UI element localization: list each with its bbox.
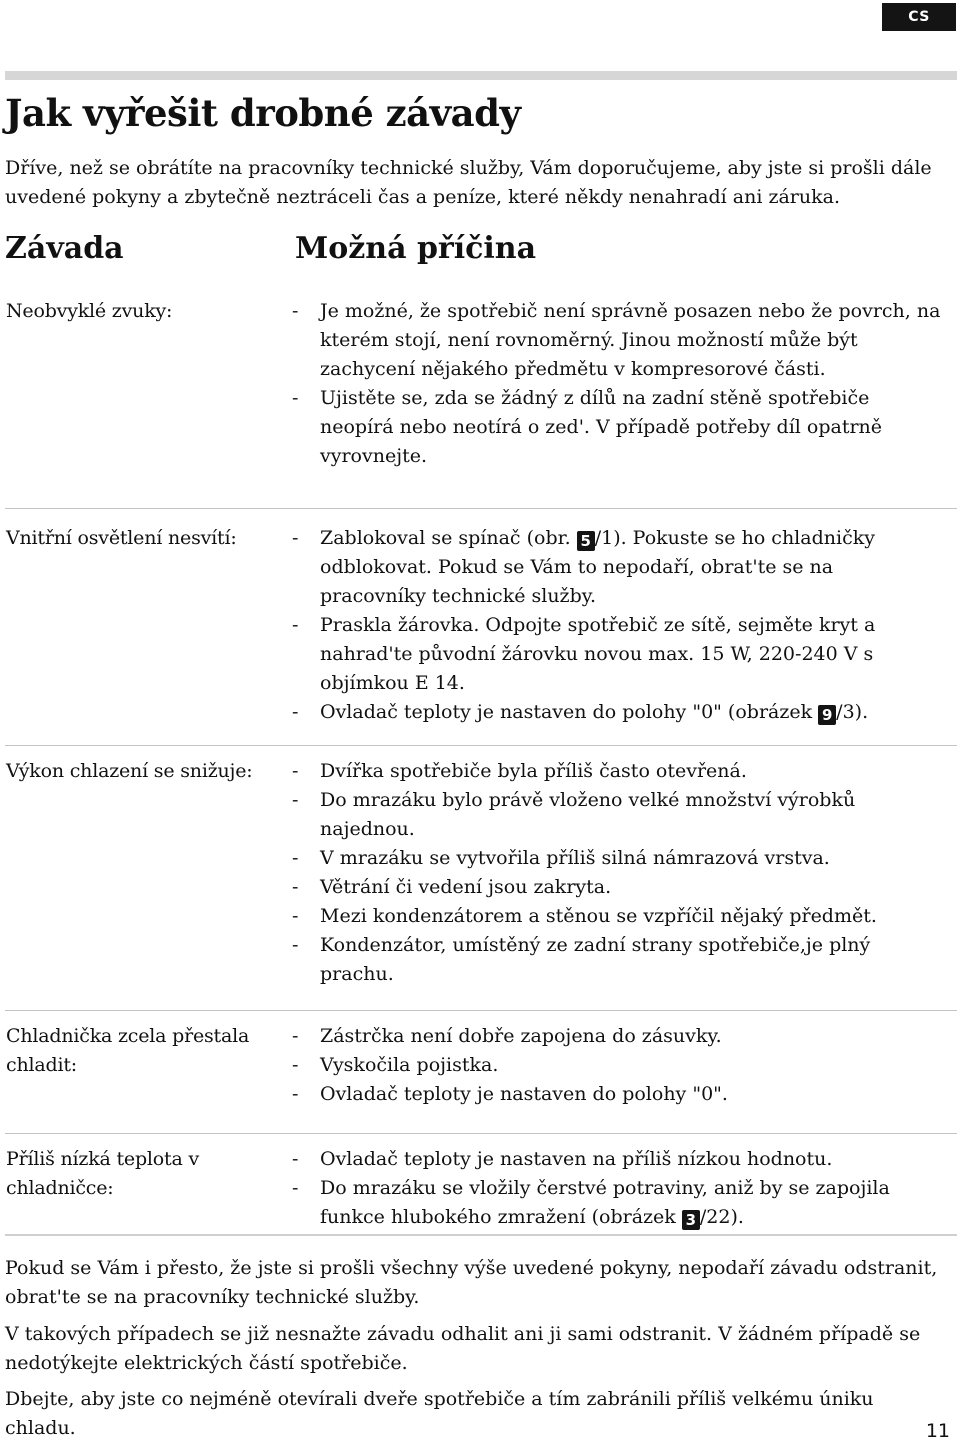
header-divider [5, 71, 957, 80]
list-item: - Zástrčka není dobře zapojena do zásuvky. [292, 1025, 722, 1047]
list-item: - Ujistěte se, zda se žádný z dílů na zadní stěně spotřebiče neopírá nebo neotírá o zed'. V případě potřeby díl opatrně vyrovnejte. [292, 387, 883, 467]
list-item: - Ovladač teploty je nastaven do polohy "0". [292, 1083, 728, 1105]
footer-note: V takových případech se již nesnažte závadu odhalit ani ji sami odstranit. V žádném případě se nedotýkejte elektrických částí spotřebiče. [5, 1323, 921, 1374]
cause-text: Praskla žárovka. Odpojte spotřebič ze sítě, sejměte kryt a nahrad'te původní žárovku novou max. 15 W, 220-240 V s objímkou E 14. [320, 614, 876, 694]
page-number: 11 [925, 1420, 950, 1442]
list-item: - Do mrazáku bylo právě vloženo velké množství výrobků najednou. [292, 789, 856, 840]
table-row [0, 1145, 960, 1246]
cause-text: Je možné, že spotřebič není správně posazen nebo že povrch, na kterém stojí, není rovnoměrný. Jinou možností může být zachycení nějakého předmětu v kompresorové části. [320, 300, 941, 380]
figure-reference-icon: 3 [682, 1210, 700, 1230]
language-badge: CS [882, 3, 956, 31]
row-divider [5, 508, 957, 509]
list-item: - Větrání či vedení jsou zakryta. [292, 876, 612, 898]
list-item: - Do mrazáku se vložily čerstvé potraviny, aniž by se zapojila funkce hlubokého zmražení (obrázek 3 /22). [292, 1177, 890, 1229]
cause-list [290, 1145, 945, 1232]
list-item: - Ovladač teploty je nastaven na příliš nízkou hodnotu. [292, 1148, 833, 1170]
intro-paragraph: Dříve, než se obrátíte na pracovníky technické služby, Vám doporučujeme, aby jste si prošli dále uvedené pokyny a zbytečně neztráceli čas a peníze, které někdy nenahradí ani záruka. [5, 157, 932, 208]
cause-list [290, 757, 945, 989]
table-row [0, 297, 960, 508]
list-item: - Praskla žárovka. Odpojte spotřebič ze sítě, sejměte kryt a nahrad'te původní žárovku novou max. 15 W, 220-240 V s objímkou E 14. [292, 614, 876, 694]
list-item: - Kondenzátor, umístěný ze zadní strany spotřebiče,je plný prachu. [292, 934, 871, 985]
fault-label: Vnitřní osvětlení nesvítí: [6, 527, 237, 549]
figure-reference-icon: 5 [577, 531, 595, 551]
row-divider [5, 1133, 957, 1134]
list-item: - V mrazáku se vytvořila příliš silná námrazová vrstva. [292, 847, 830, 869]
page-title: Jak vyřešit drobné závady [5, 91, 521, 135]
fault-label: Neobvyklé zvuky: [6, 300, 173, 322]
cause-text: Ujistěte se, zda se žádný z dílů na zadní stěně spotřebiče neopírá nebo neotírá o zed'. V případě potřeby díl opatrně vyrovnejte. [320, 387, 883, 467]
fault-label: Výkon chlazení se snižuje: [6, 760, 253, 782]
fault-label: Příliš nízká teplota v chladničce: [6, 1148, 199, 1199]
column-header-fault: Závada [5, 231, 124, 266]
troubleshooting-table [0, 297, 960, 1246]
table-row [0, 1022, 960, 1133]
table-row [0, 524, 960, 745]
list-item: - Mezi kondenzátorem a stěnou se vzpříčil nějaký předmět. [292, 905, 877, 927]
list-item: - Vyskočila pojistka. [292, 1054, 499, 1076]
column-header-cause: Možná příčina [295, 231, 537, 266]
fault-label: Chladnička zcela přestala chladit: [6, 1025, 250, 1076]
cause-list [290, 524, 945, 727]
list-item: - Ovladač teploty je nastaven do polohy "0" (obrázek 9 /3). [292, 701, 869, 724]
list-item: - Zablokoval se spínač (obr. 5 /1). Pokuste se ho chladničky odblokovat. Pokud se Vám to nepodaří, obrat'te se na pracovníky technické služby. [292, 527, 875, 607]
table-row [0, 757, 960, 1010]
cause-list [290, 297, 945, 471]
footer-note: Pokud se Vám i přesto, že jste si prošli všechny výše uvedené pokyny, nepodaří závadu odstranit, obrat'te se na pracovníky technické služby. [5, 1257, 938, 1308]
list-item: - Dvířka spotřebiče byla příliš často otevřená. [292, 760, 747, 782]
figure-reference-icon: 9 [818, 705, 836, 725]
footer-note: Dbejte, aby jste co nejméně otevírali dveře spotřebiče a tím zabránili příliš velkému úniku chladu. [5, 1388, 874, 1439]
row-divider [5, 745, 957, 746]
row-divider [5, 1010, 957, 1011]
list-item: - Je možné, že spotřebič není správně posazen nebo že povrch, na kterém stojí, není rovnoměrný. Jinou možností může být zachycení nějakého předmětu v kompresorové části. [292, 300, 941, 380]
footer-divider [5, 1234, 957, 1236]
cause-list [290, 1022, 945, 1109]
